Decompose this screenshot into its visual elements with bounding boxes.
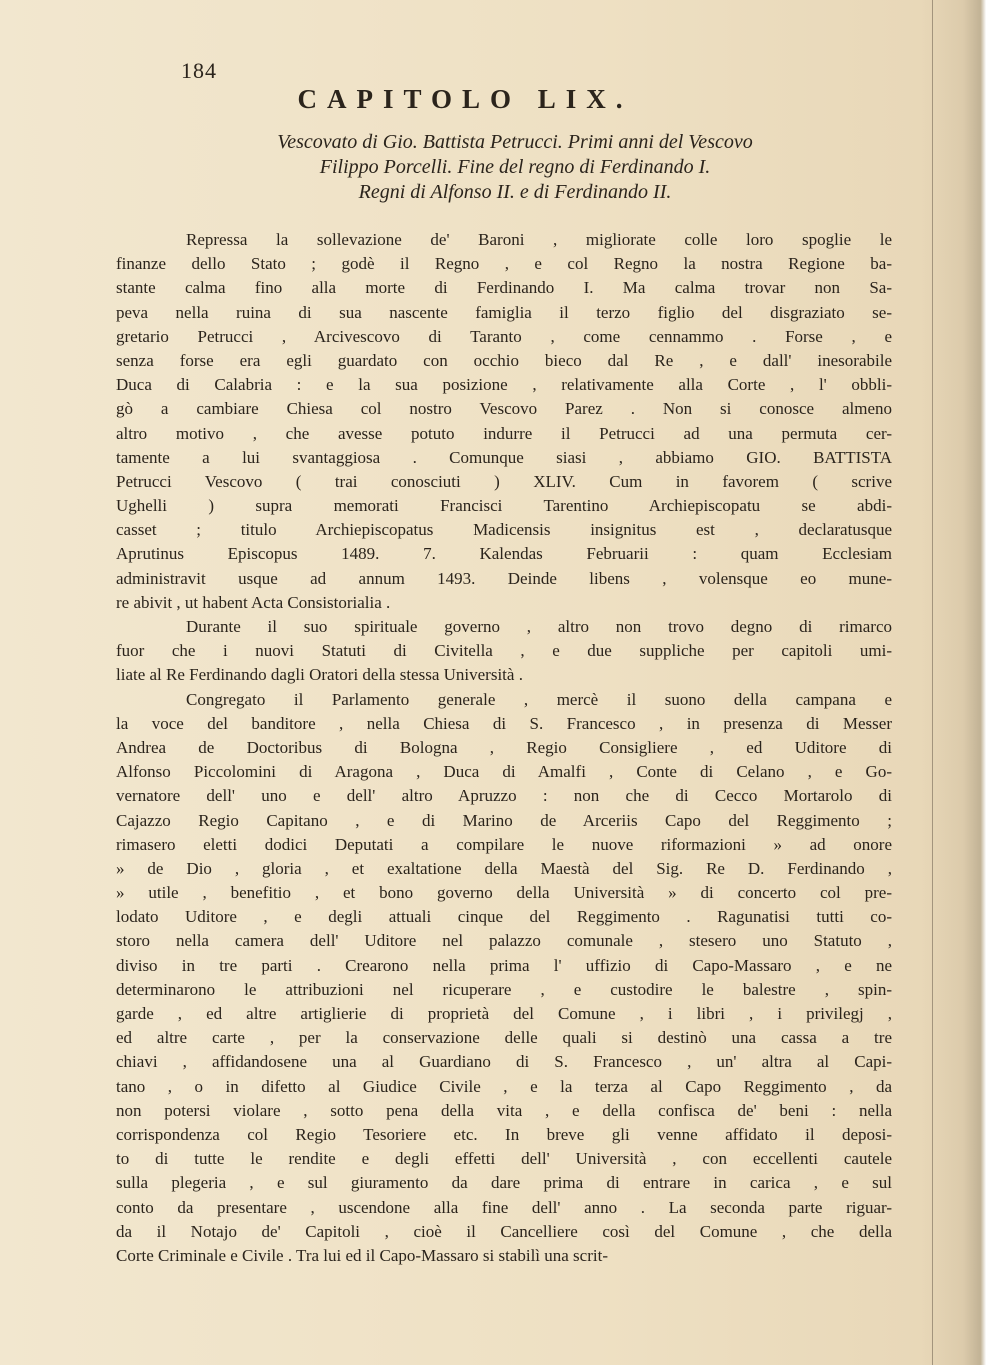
text-line: vernatore dell' uno e dell' altro Apruzzo : non che di Cecco Mortarolo di <box>116 786 892 806</box>
text-line: gretario Petrucci , Arcivescovo di Taranto , come cennammo . Forse , e <box>116 326 892 346</box>
text-line: Petrucci Vescovo ( trai conosciuti ) XLIV. Cum in favorem ( scrive <box>116 471 892 491</box>
text-line: gò a cambiare Chiesa col nostro Vescovo Parez . Non si conosce almeno <box>116 399 892 419</box>
text-line: Corte Criminale e Civile . Tra lui ed il Capo-Massaro si stabilì una scrit- <box>116 1245 608 1265</box>
text-line: ed altre carte , per la conservazione delle quali si destinò una cassa a tre <box>116 1028 892 1048</box>
text-line: casset ; titulo Archiepiscopatus Madicensis insignitus est , declaratusque <box>116 520 892 540</box>
text-line: la voce del banditore , nella Chiesa di S. Francesco , in presenza di Messer <box>116 713 892 733</box>
chapter-title: CAPITOLO LIX. <box>297 84 633 114</box>
subtitle-line: Vescovato di Gio. Battista Petrucci. Primi anni del Vescovo <box>277 131 753 153</box>
text-line: administravit usque ad annum 1493. Deinde libens , volensque eo mune- <box>116 568 892 588</box>
text-line: Cajazzo Regio Capitano , e di Marino de Arceriis Capo del Reggimento ; <box>116 810 892 830</box>
text-line: fuor che i nuovi Statuti di Civitella , e due suppliche per capitoli umi- <box>116 641 892 661</box>
text-line: garde , ed altre artiglierie di proprietà del Comune , i libri , i privilegj , <box>116 1004 892 1023</box>
text-line: re abivit , ut habent Acta Consistorialia . <box>116 592 391 612</box>
chapter-subtitle <box>120 130 910 205</box>
text-line: stante calma fino alla morte di Ferdinando I. Ma calma trovar non Sa- <box>116 278 892 298</box>
text-line: determinarono le attribuzioni nel ricuperare , e custodire le balestre , spin- <box>116 979 892 999</box>
text-line: corrispondenza col Regio Tesoriere etc. In breve gli venne affidato il deposi- <box>116 1124 892 1144</box>
text-line: da il Notajo de' Capitoli , cioè il Cancelliere così del Comune , che della <box>116 1221 892 1241</box>
page-number: 184 <box>181 58 217 83</box>
text-line: Durante il suo spirituale governo , altro non trovo degno di rimarco <box>186 617 892 636</box>
page-edge-line <box>932 0 933 1365</box>
text-line: rimasero eletti dodici Deputati a compilare le nuove riformazioni » ad onore <box>116 834 892 854</box>
text-line: Alfonso Piccolomini di Aragona , Duca di Amalfi , Conte di Celano , e Go- <box>116 762 892 782</box>
text-line: Duca di Calabria : e la sua posizione , relativamente alla Corte , l' obbli- <box>116 375 892 395</box>
text-line: liate al Re Ferdinando dagli Oratori della stessa Università . <box>116 665 523 685</box>
text-line: tano , o in difetto al Giudice Civile , e la terza al Capo Reggimento , da <box>116 1076 892 1096</box>
text-line: lodato Uditore , e degli attuali cinque del Reggimento . Ragunatisi tutti co- <box>116 907 892 927</box>
text-line: storo nella camera dell' Uditore nel palazzo comunale , stesero uno Statuto , <box>116 931 892 951</box>
text-line: peva nella ruina di sua nascente famiglia il terzo figlio del disgraziato se- <box>116 302 892 322</box>
text-line: Repressa la sollevazione de' Baroni , migliorate colle loro spoglie le <box>186 230 892 249</box>
text-line: conto da presentare , uscendone alla fine dell' anno . La seconda parte riguar- <box>116 1197 892 1217</box>
paragraph <box>116 615 892 688</box>
body-text <box>116 228 892 1268</box>
text-line: altro motivo , che avesse potuto indurre il Petrucci ad una permuta cer- <box>116 423 892 443</box>
text-line: non potersi violare , sotto pena della vita , e della confisca de' beni : nella <box>116 1100 892 1120</box>
text-line: finanze dello Stato ; godè il Regno , e col Regno la nostra Regione ba- <box>116 254 892 274</box>
text-line: Aprutinus Episcopus 1489. 7. Kalendas Februarii : quam Ecclesiam <box>116 544 892 564</box>
text-line: to di tutte le rendite e degli effetti dell' Università , con eccellenti cautele <box>116 1149 892 1169</box>
subtitle-line: Regni di Alfonso II. e di Ferdinando II. <box>358 181 672 203</box>
text-line: diviso in tre parti . Crearono nella prima l' uffizio di Capo-Massaro , e ne <box>116 955 892 975</box>
text-line: sulla plegeria , e sul giuramento da dare prima di entrare in carica , e sul <box>116 1173 892 1193</box>
paragraph <box>116 228 892 615</box>
text-line: » utile , benefitio , et bono governo della Università » di concerto col pre- <box>116 883 892 903</box>
text-line: » de Dio , gloria , et exaltatione della Maestà del Sig. Re D. Ferdinando , <box>116 858 892 878</box>
text-line: senza forse era egli guardato con occhio bieco dal Re , e dall' inesorabile <box>116 350 892 370</box>
text-line: tamente a lui svantaggiosa . Comunque siasi , abbiamo GIO. BATTISTA <box>116 447 892 467</box>
paragraph <box>116 688 892 1269</box>
text-line: Andrea de Doctoribus di Bologna , Regio Consigliere , ed Uditore di <box>116 737 892 757</box>
subtitle-line: Filippo Porcelli. Fine del regno di Ferdinando I. <box>319 156 711 178</box>
text-line: Congregato il Parlamento generale , mercè il suono della campana e <box>186 689 892 709</box>
text-line: Ughelli ) supra memorati Francisci Tarentino Archiepiscopatu se abdi- <box>116 496 892 516</box>
text-line: chiavi , affidandosene una al Guardiano di S. Francesco , un' altra al Capi- <box>116 1052 892 1072</box>
